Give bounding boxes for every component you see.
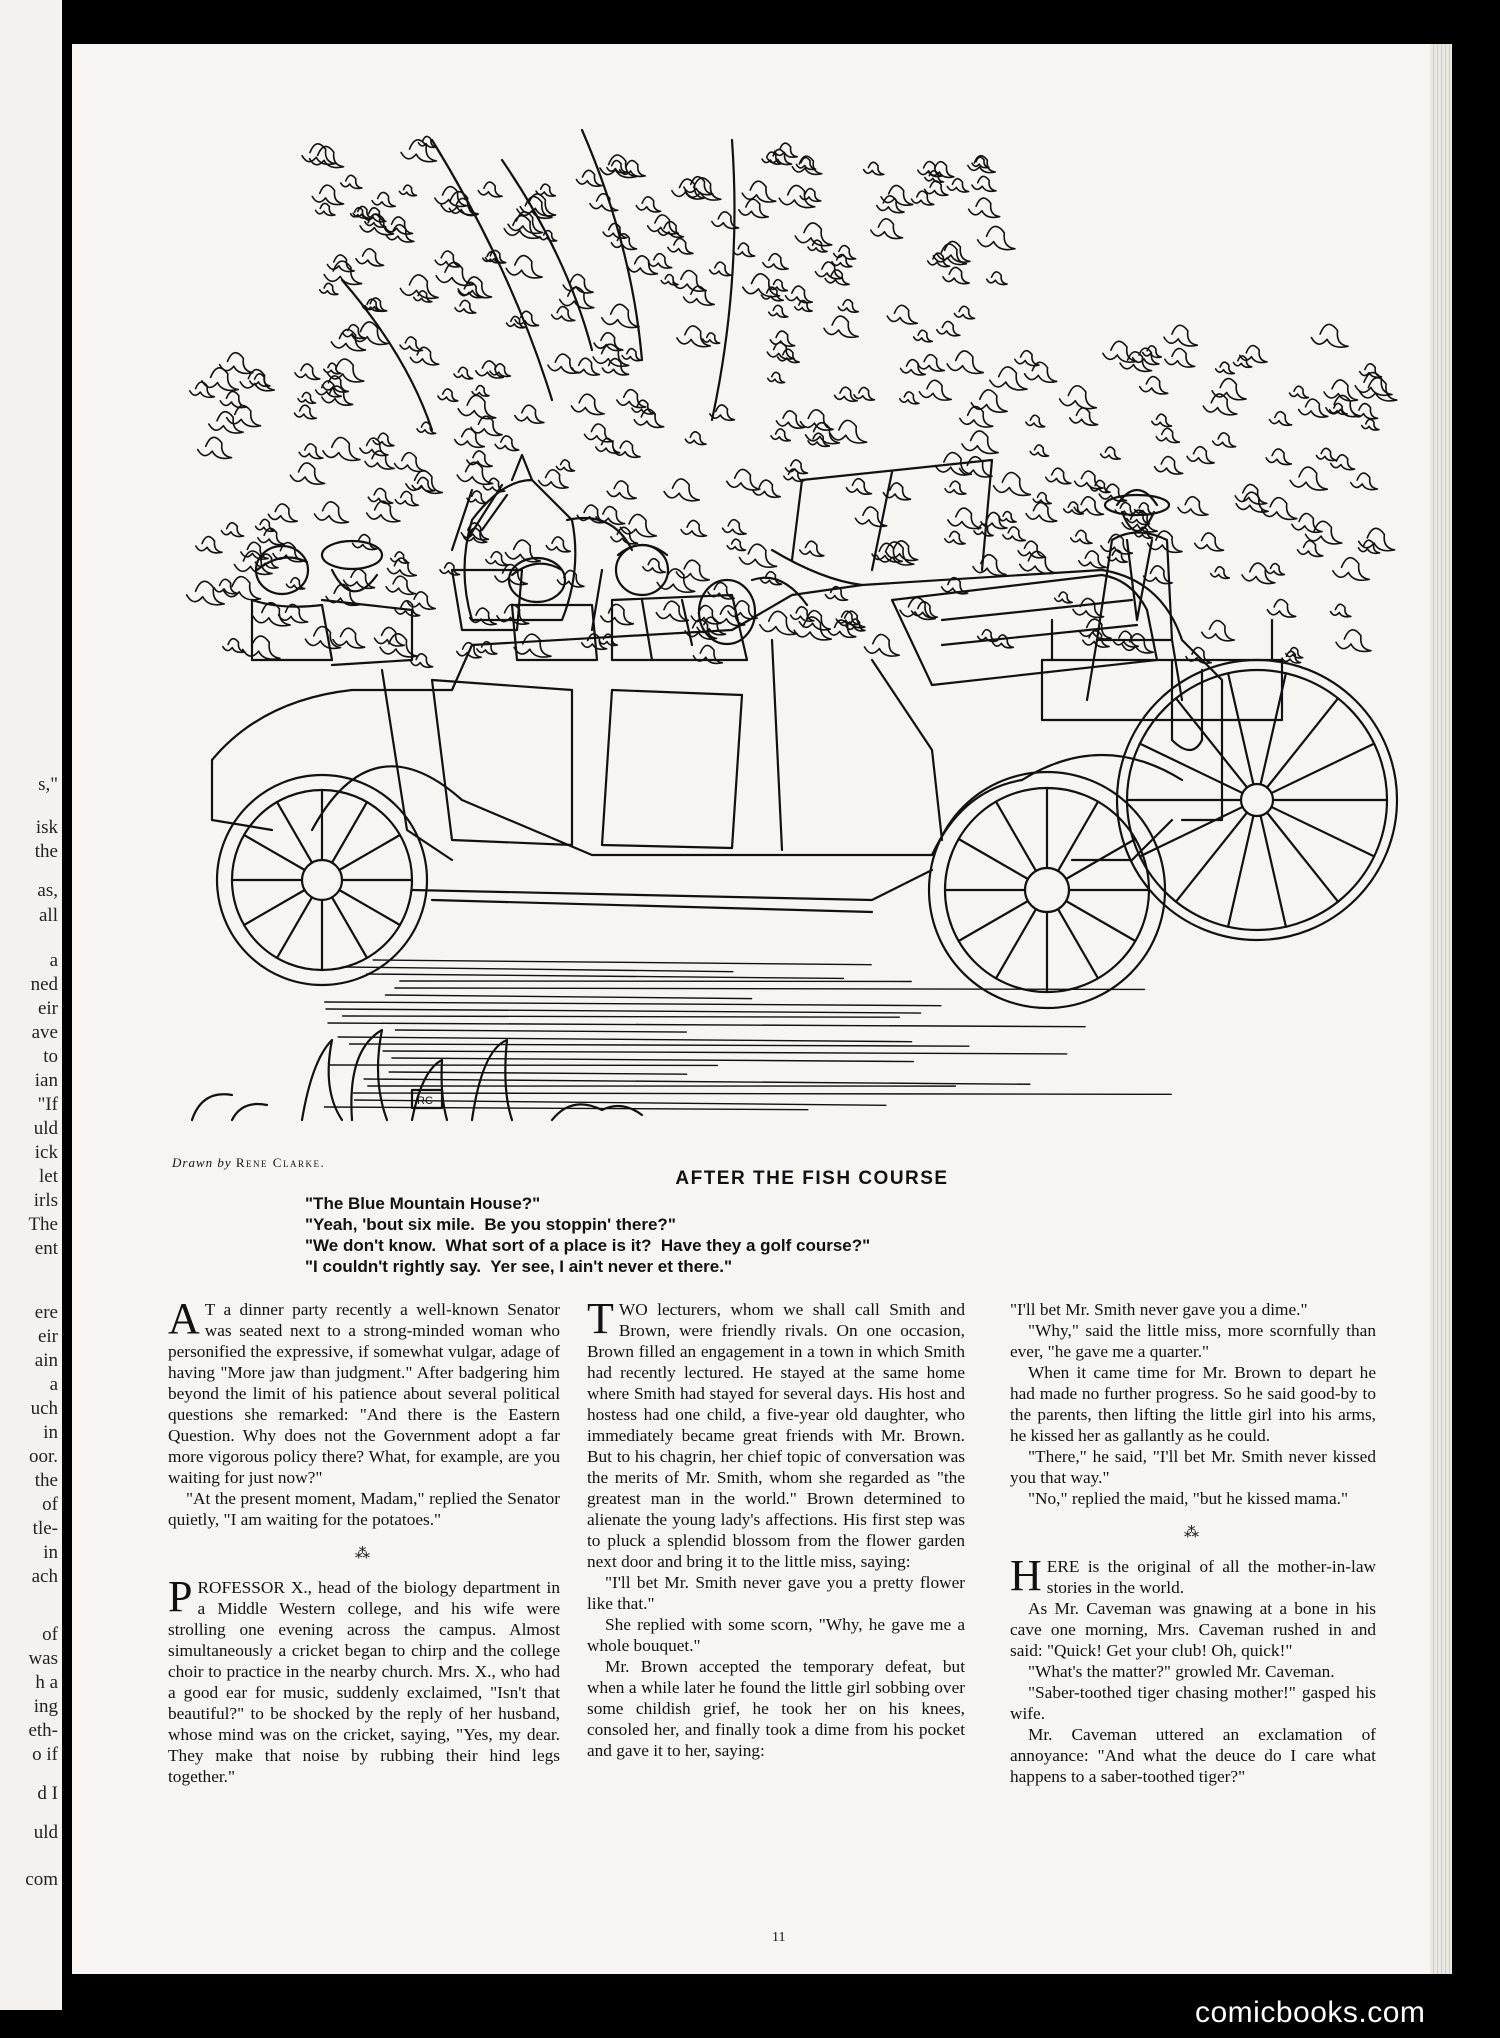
adjacent-text-fragment: eir [37,1326,58,1347]
adjacent-text-fragment: eth- [28,1720,58,1741]
adjacent-text-fragment: The [28,1214,58,1235]
adjacent-text-fragment: s," [38,774,58,795]
section-divider: ⁂ [1184,1525,1202,1541]
page-edge [1430,44,1452,1974]
adjacent-text-fragment: let [39,1166,58,1187]
foliage-group [187,130,1397,667]
watermark: comicbooks.com [1195,1996,1426,2029]
car-rear-wheel [217,775,427,985]
story-paragraph: "What's the matter?" growled Mr. Caveman. [1028,1662,1335,1681]
page-number: 11 [772,1930,786,1945]
car-illustration [172,100,1402,1140]
senator-story-punchline: "At the present moment, Madam," replied the Senator quietly, "I am waiting for the potatoes." [168,1489,560,1529]
adjacent-text-fragment: the [34,841,58,862]
lecturers-story-lead: TWO lecturers, whom we shall call Smith and Brown, were friendly rivals. On one occasion, Brown filled an engagement in a town in which Smith had recently lectured. He stayed at the same home where Smith had stayed for several days. His host and hostess had one child, a five-year old daughter, who immediately became great friends with Mr. Brown. But to his chagrin, her chief topic of conversation was the merits of Mr. Smith, whom she regarded as "the greatest man in the world." Brown determined to alienate the young lady's affections. His first step was to pluck a splendid blossom from the flower garden next door and bring it to the little miss, saying: [587,1294,965,1571]
caption-dialogue [305,1193,1355,1277]
adjacent-text-fragment: ian [34,1070,58,1091]
dialogue-line: "The Blue Mountain House?" [305,1194,541,1213]
illustration-credit [172,1155,325,1171]
adjacent-text-fragment: a [49,1374,58,1395]
adjacent-text-fragment: isk [35,817,58,838]
touring-car [212,460,1222,912]
adjacent-text-fragment: d I [37,1783,58,1804]
adjacent-text-fragment: ick [34,1142,58,1163]
drop-cap: T [587,1294,614,1343]
adjacent-text-fragment: uld [33,1118,58,1139]
adjacent-text-fragment: oor. [28,1446,58,1467]
adjacent-text-fragment: of [42,1624,58,1645]
adjacent-text-fragment: all [39,905,58,926]
drop-cap: A [168,1294,200,1343]
adjacent-text-fragment: as, [37,880,58,901]
caption-title: AFTER THE FISH COURSE [675,1168,949,1189]
passengers [252,485,755,665]
dialogue-line: "We don't know. What sort of a place is it? Have they a golf course?" [305,1236,871,1255]
column-2 [587,1294,965,1761]
credit-prefix: Drawn by [172,1155,232,1170]
magazine-page [72,44,1430,1974]
adjacent-text-fragment: ain [34,1350,58,1371]
dialogue-line: "I couldn't rightly say. Yer see, I ain't never et there." [305,1257,733,1276]
story-paragraph: "No," replied the maid, "but he kissed mama." [1028,1489,1349,1508]
senator-story-lead: A T a dinner party recently a well-known Senator was seated next to a strong-minded woman who personified the expressive, if somewhat vulgar, adage of having "More jaw than judgment." After badgering him beyond the limit of his patience about several political questions she remarked: "And there is the Eastern Question. Why does not the Government adopt a far more vigorous policy there? What, for example, are you waiting for just now?" [168,1294,560,1487]
adjacent-text-fragment: in [43,1542,58,1563]
section-divider: ⁂ [355,1546,373,1562]
adjacent-text-fragment: "If [37,1094,58,1115]
adjacent-text-fragment: ach [31,1566,58,1587]
column-1 [168,1294,560,1787]
credit-artist: Rene Clarke. [235,1155,326,1170]
story-paragraph: When it came time for Mr. Brown to depart he had made no further progress. So he said good-by to the parents, then lifting the little girl into his arms, he kissed her as gallantly as he could. [1010,1363,1376,1445]
adjacent-text-fragment: a [49,950,58,971]
professor-story: PROFESSOR X., head of the biology department in a Middle Western college, and his wife were strolling one evening across the campus. Almost simultaneously a cricket began to chirp and the college choir to practice in the nearby church. Mrs. X., who had a good ear for music, suddenly exclaimed, "Isn't that beautiful?" to be shocked by the reply of her husband, whose mind was on the cricket, saying, "Yes, my dear. They make that noise by rubbing their hind legs together." [168,1572,560,1786]
drop-cap: H [1010,1551,1042,1600]
adjacent-text-fragment: ave [31,1022,58,1043]
wagon-wheel [1072,660,1397,940]
story-paragraph: As Mr. Caveman was gnawing at a bone in his cave one morning, Mrs. Caveman rushed in and said: "Quick! Get your club! Oh, quick!" [1010,1599,1376,1660]
horse [465,455,633,620]
story-paragraph: "Saber-toothed tiger chasing mother!" gasped his wife. [1010,1683,1376,1723]
adjacent-text-fragment: ere [34,1302,58,1323]
adjacent-text-fragment: ent [34,1238,58,1259]
adjacent-text-fragment: uld [33,1822,58,1843]
adjacent-text-fragment: in [43,1422,58,1443]
story-paragraph: "I'll bet Mr. Smith never gave you a pretty flower like that." [587,1573,965,1613]
adjacent-text-fragment: h a [35,1672,58,1693]
road-lines [324,960,1171,1110]
caveman-story-lead: HERE is the original of all the mother-in-law stories in the world. [1010,1551,1376,1600]
adjacent-text-fragment: the [34,1470,58,1491]
dialogue-line: "Yeah, 'bout six mile. Be you stoppin' there?" [305,1215,676,1234]
artist-initials: RC [417,1095,433,1107]
drop-cap: P [168,1572,193,1621]
adjacent-page-strip [0,0,62,2010]
story-paragraph: Mr. Caveman uttered an exclamation of annoyance: "And what the deuce do I care what happens to a saber-toothed tiger?" [1010,1725,1376,1786]
adjacent-text-fragment: com [25,1869,58,1890]
adjacent-text-fragment: of [42,1494,58,1515]
story-paragraph: "Why," said the little miss, more scornfully than ever, "he gave me a quarter." [1010,1321,1376,1361]
column-3 [1010,1299,1376,1787]
story-paragraph: She replied with some scorn, "Why, he gave me a whole bouquet." [587,1615,965,1655]
story-paragraph: "There," he said, "I'll bet Mr. Smith never kissed you that way." [1010,1447,1376,1487]
adjacent-text-fragment: o if [32,1744,58,1765]
adjacent-text-fragment: ing [33,1696,58,1717]
story-paragraph: Mr. Brown accepted the temporary defeat, but when a while later he found the little girl sobbing over some childish grief, he took her on his knees, consoled her, and finally took a dime from his pocket and gave it to her, saying: [587,1657,965,1760]
adjacent-text-fragment: to [43,1046,58,1067]
adjacent-text-fragment: irls [33,1190,58,1211]
adjacent-text-fragment: tle- [32,1518,58,1539]
adjacent-text-fragment: eir [37,998,58,1019]
adjacent-text-fragment: was [28,1648,58,1669]
story-paragraph: "I'll bet Mr. Smith never gave you a dime." [1010,1300,1308,1319]
adjacent-text-fragment: uch [30,1398,58,1419]
adjacent-text-fragment: ned [30,974,58,995]
